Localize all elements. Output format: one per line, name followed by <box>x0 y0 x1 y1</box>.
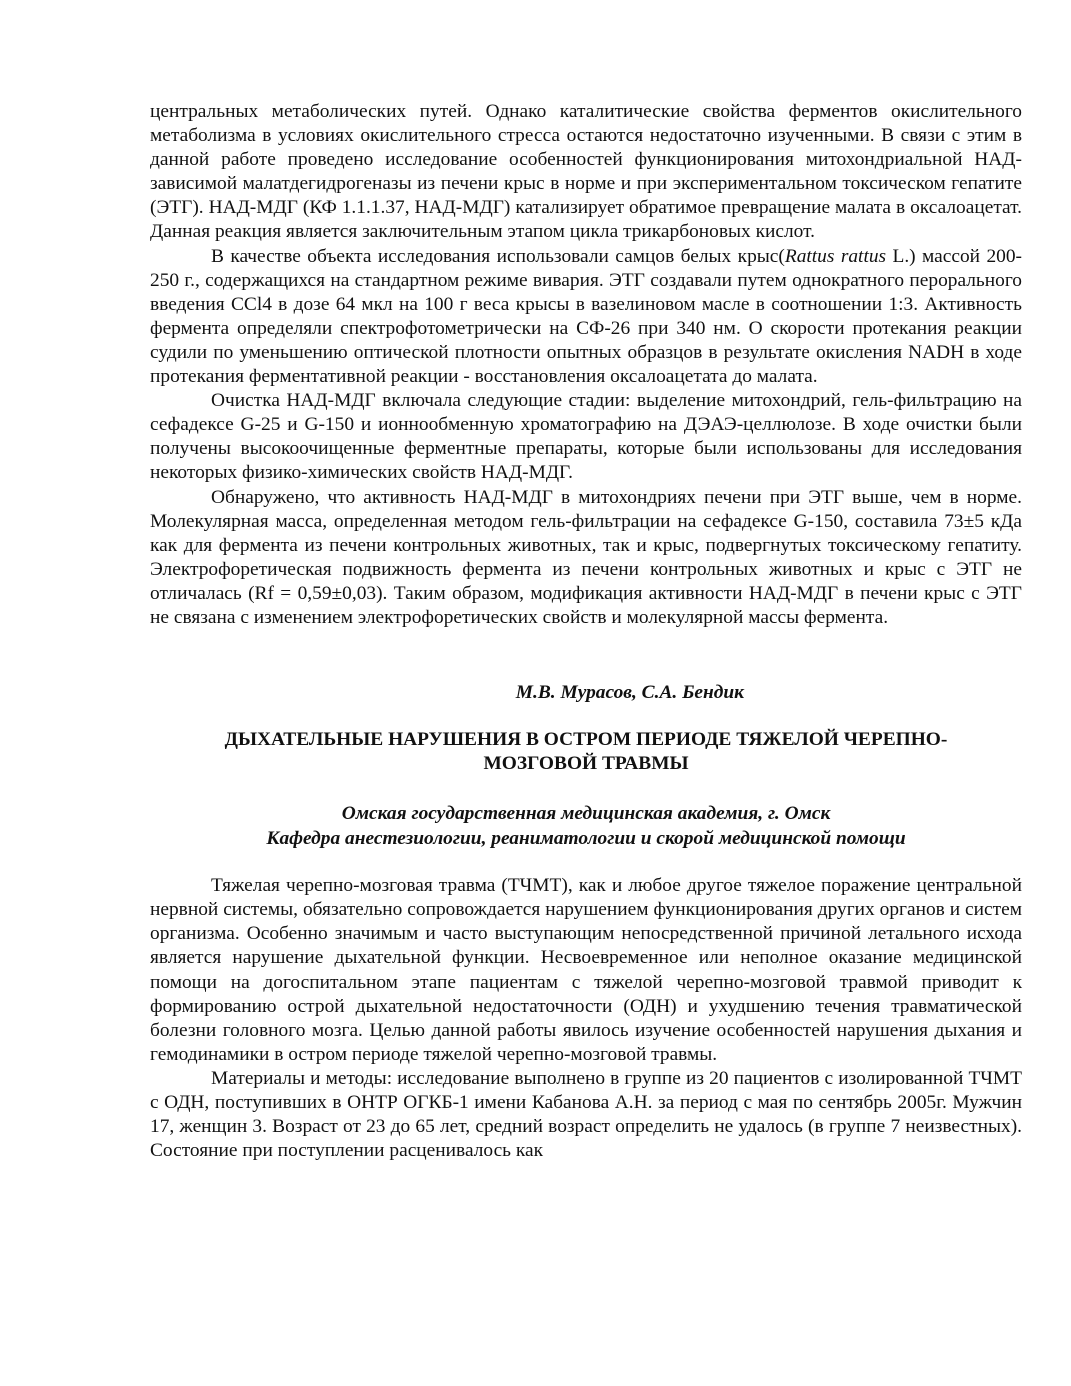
article2-affiliation <box>150 802 1022 851</box>
article2-title-line-1: ДЫХАТЕЛЬНЫЕ НАРУШЕНИЯ В ОСТРОМ ПЕРИОДЕ ТЯЖЕЛОЙ ЧЕРЕПНО- <box>224 729 948 751</box>
article2-paragraph-1: Тяжелая черепно-мозговая травма (ТЧМТ), как и любое другое тяжелое поражение центральной нервной системы, обязательно сопровождается нарушением функционирования других органов и систем организма. Особенно значимым и часто выступающим непосредственной причиной летального исхода является нарушение дыхательной функции. Несвоевременное или неполное оказание медицинской помощи на догоспитальном этапе пациентам с тяжелой черепно-мозговой травмой приводит к формированию острой дыхательной недостаточности (ОДН) и ухудшению течения травматической болезни головного мозга. Целью данной работы явилось изучение особенностей нарушения дыхания и гемодинамики в остром периоде тяжелой черепно-мозговой травмы. <box>150 875 1022 1065</box>
article2-authors: М.В. Мурасов, С.А. Бендик <box>515 682 744 704</box>
article2-title <box>150 728 1022 776</box>
document-page <box>150 100 1022 1163</box>
affiliation-line-1: Омская государственная медицинская академия, г. Омск <box>341 803 831 825</box>
article1-paragraph-2 <box>150 245 1022 390</box>
article1-paragraph-1: центральных метаболических путей. Однако каталитические свойства ферментов окислительного метаболизма в условиях окислительного стресса остаются недостаточно изученными. В связи с этим в данной работе проведено исследование особенностей функционирования митохондриальной НАД-зависимой малатдегидрогеназы из печени крыс в норме и при экспериментальном токсическом гепатите (ЭТГ). НАД-МДГ (КФ 1.1.1.37, НАД-МДГ) катализирует обратимое превращение малата в оксалоацетат. Данная реакция является заключительным этапом цикла трикарбоновых кислот. <box>150 101 1022 243</box>
article1-paragraph-2-end: L.) массой 200-250 г., содержащихся на стандартном режиме вивария. ЭТГ создавали путем однократного перорального введения CCl4 в дозе 64 мкл на 100 г веса крысы в вазелиновом масле в соотношении 1:3. Активность фермента определяли спектрофотометрически на СФ-26 при 340 нм. О скорости протекания реакции судили по уменьшению оптической плотности опытных образцов в результате окисления NADH в ходе протекания ферментативной реакции - восстановления оксалоацетата до малата. <box>150 245 1022 388</box>
article2-paragraph-2: Материалы и методы: исследование выполнено в группе из 20 пациентов с изолированной ТЧМТ с ОДН, поступивших в ОНТР ОГКБ-1 имени Кабанова А.Н. за период с мая по сентябрь 2005г. Мужчин 17, женщин 3. Возраст от 23 до 65 лет, средний возраст определить не удалось (в группе 7 неизвестных). Состояние при поступлении расценивалось как <box>150 1067 1022 1162</box>
article1-paragraph-4: Обнаружено, что активность НАД-МДГ в митохондриях печени при ЭТГ выше, чем в норме. Молекулярная масса, определенная методом гель-фильтрации на сефадексе G-150, составила 73±5 кДа как для фермента из печени контрольных животных, так и крыс, подвергнутых токсическому гепатиту. Электрофоретическая подвижность фермента из печени контрольных животных и крыс с ЭТГ не отличалась (Rf = 0,59±0,03). Таким образом, модификация активности НАД-МДГ в печени крыс с ЭТГ не связана с изменением электрофоретических свойств и молекулярной массы фермента. <box>150 486 1022 628</box>
article1-paragraph-3: Очистка НАД-МДГ включала следующие стадии: выделение митохондрий, гель-фильтрацию на сефадексе G-25 и G-150 и ионнообменную хроматографию на ДЭАЭ-целлюлозе. В ходе очистки были получены высокоочищенные ферментные препараты, которые были использованы для исследования некоторых физико-химических свойств НАД-МДГ. <box>150 390 1022 484</box>
affiliation-line-2: Кафедра анестезиологии, реаниматологии и скорой медицинской помощи <box>266 827 906 849</box>
latin-species-name: Rattus rattus <box>784 245 887 267</box>
article2-title-line-2: МОЗГОВОЙ ТРАВМЫ <box>483 753 689 775</box>
article1-paragraph-2-start: В качестве объекта исследования использовали самцов белых крыс( <box>211 245 785 267</box>
